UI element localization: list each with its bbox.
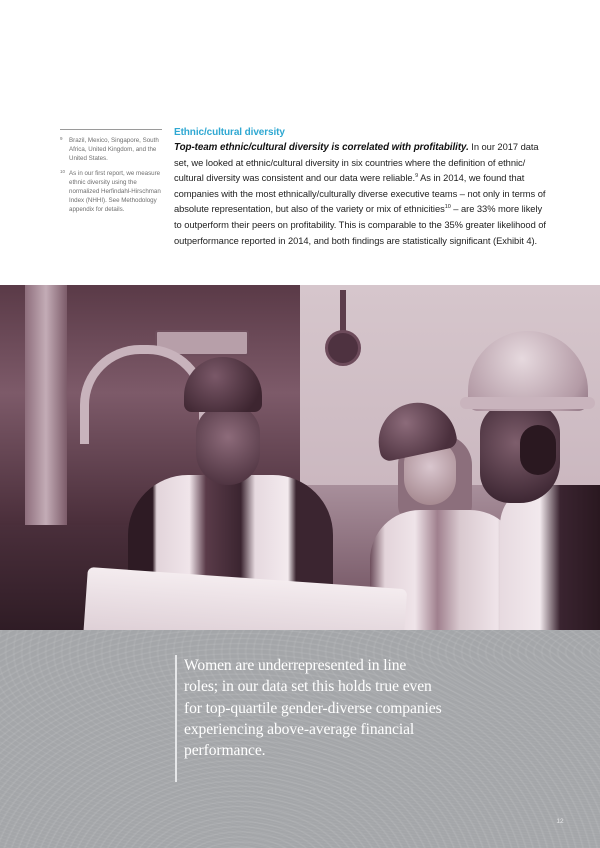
lead-sentence: Top-team ethnic/cultural diversity is correlated with profitability. (174, 142, 469, 153)
article-section (174, 127, 546, 249)
worker-3-vest (500, 485, 600, 630)
footnote-text: Brazil, Mexico, Singapore, South Africa, United Kingdom, and the United States. (69, 137, 159, 163)
worker-1-face (196, 405, 260, 485)
footnote-ref-9[interactable]: 9 (415, 173, 419, 180)
pull-quote-rule (175, 655, 177, 782)
worker-3-hard-hat-brim (460, 397, 595, 409)
footnote-ref-10[interactable]: 10 (444, 204, 451, 211)
footnote-number: 10 (60, 168, 66, 174)
photo-lamp-arm (340, 290, 346, 335)
photo-lamp (325, 330, 361, 366)
body-text-part-1: In our 2017 data set, we looked at ethnic/cultural diversity in six countries where the definition of ethnic/ cultural diversity was consistent and our data were reliable. (174, 142, 539, 184)
workers-photo (0, 285, 600, 630)
footnote-number: 9 (60, 136, 63, 141)
body-text-part-3: – are 33% more likely to outperform their peers on profitability. This is comparable to the 35% greater likelihood of outperformance reported in 2014, and both findings are statistically significant (Exhibit 4). (174, 204, 546, 246)
section-heading: Ethnic/cultural diversity (174, 127, 285, 138)
footnote-10 (60, 169, 162, 215)
body-text-part-2: As in 2014, we found that companies with the most ethnically/culturally diverse executive teams – not only in terms of absolute representation, but also of the variety or mix of ethnicities (174, 173, 546, 215)
article-body (174, 140, 546, 249)
footnotes (60, 129, 162, 220)
footnote-text: As in our first report, we measure ethnic diversity using the normalized Herfindahl-Hirschman Index (NHHI). See Methodology appendix for details. (69, 169, 161, 214)
worker-3-ear-protector (520, 425, 556, 475)
page-number: 12 (556, 818, 564, 825)
pull-quote-text: Women are underrepresented in line roles; in our data set this holds true even for top-quartile gender-diverse companies experiencing above-average financial performance. (184, 657, 442, 760)
footnote-9 (60, 136, 162, 164)
